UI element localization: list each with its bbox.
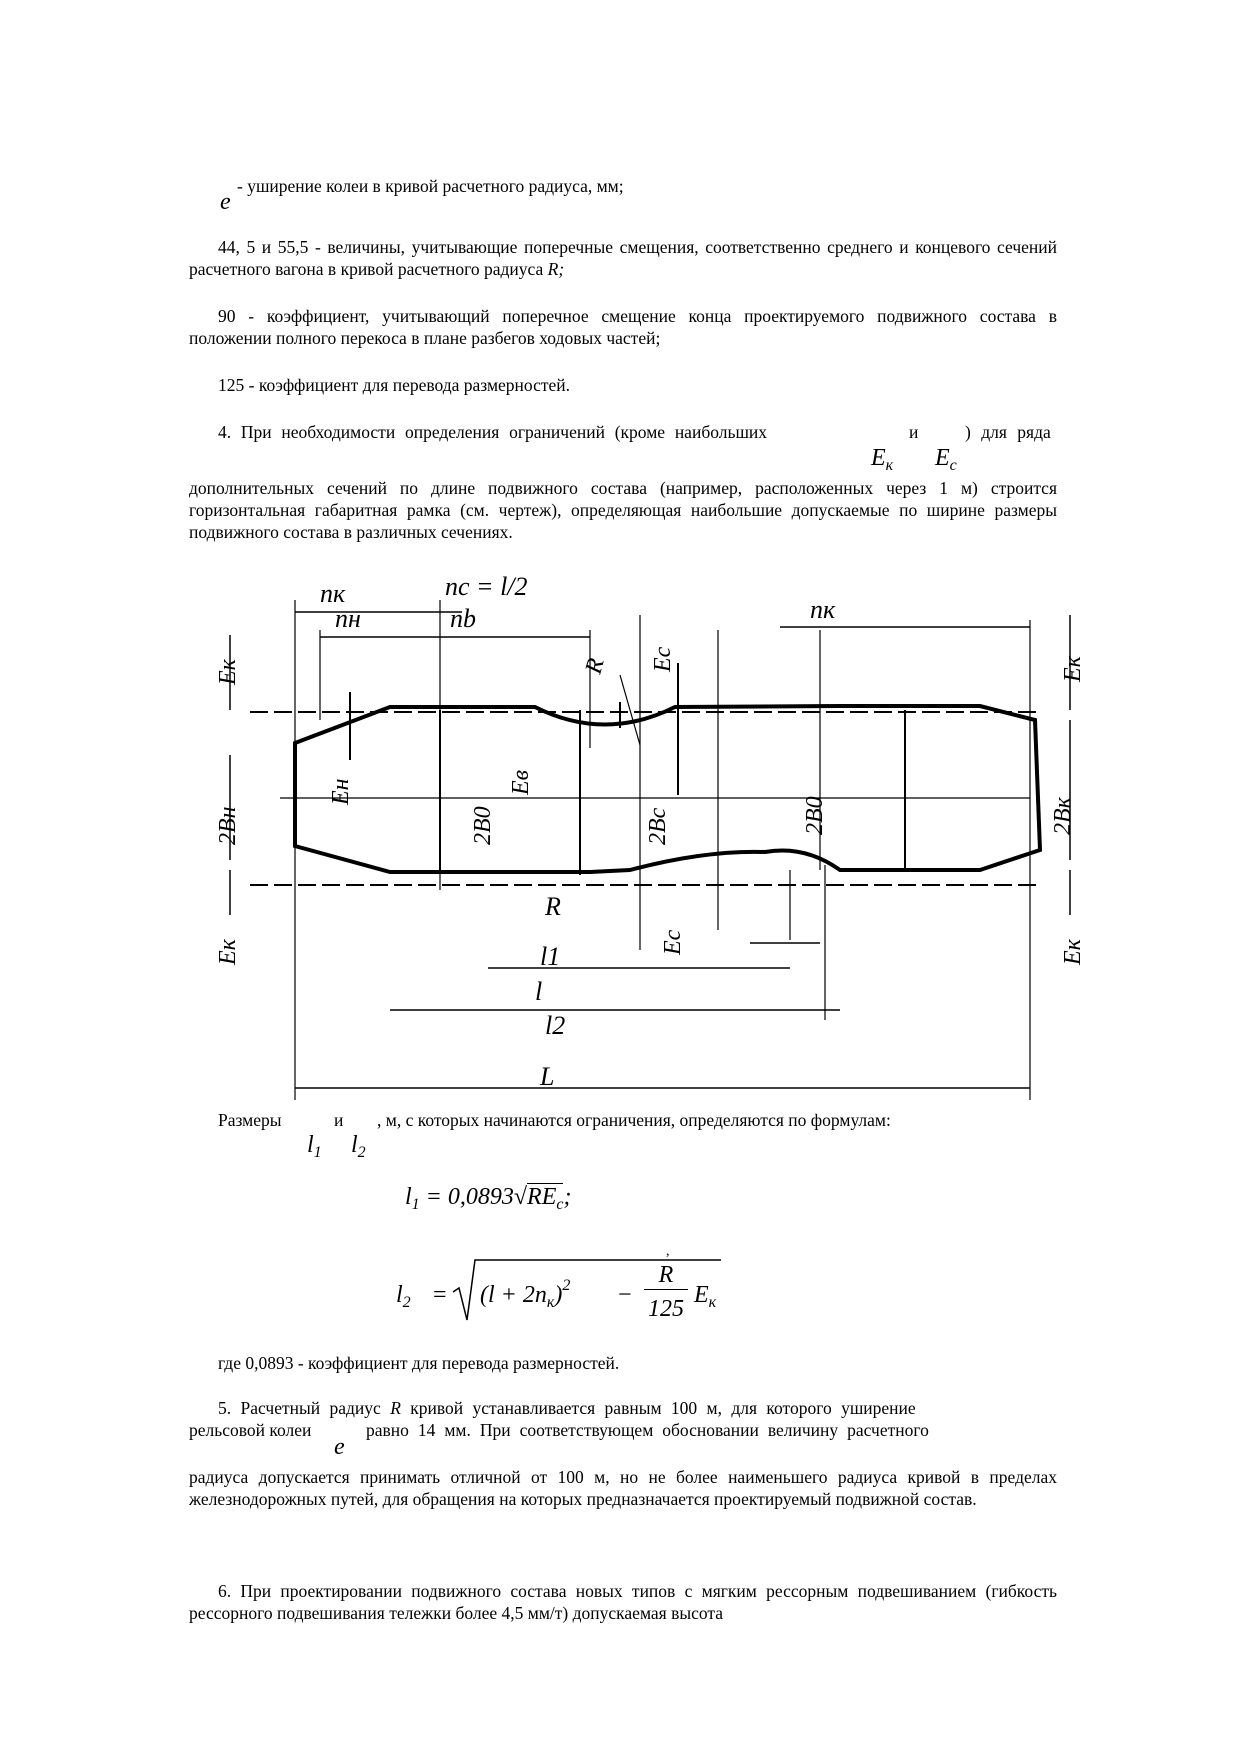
label-R-top: R bbox=[580, 655, 610, 677]
label-ec-top: Eс bbox=[650, 646, 676, 672]
symbol-ec: $E_с$ bbox=[935, 445, 957, 474]
label-L: L bbox=[540, 1062, 555, 1091]
sizes-tail: , м, с которых начинаются ограничения, определяются по формулам: bbox=[377, 1110, 891, 1130]
label-ek-top-right: Eк bbox=[1060, 656, 1086, 682]
label-nn: nн bbox=[335, 604, 361, 633]
label-2b0-right: 2B0 bbox=[802, 796, 828, 835]
label-2bk: 2Bк bbox=[1050, 797, 1076, 835]
label-l: l bbox=[535, 977, 543, 1006]
radius-symbol: R; bbox=[547, 259, 565, 279]
label-nc: nс = l/2 bbox=[445, 572, 528, 601]
label-nk-right: nк bbox=[810, 595, 836, 624]
label-ek-top-left: Eк bbox=[215, 659, 241, 685]
item4-lead: 4. При необходимости определения ограничений (кроме наибольших bbox=[218, 422, 768, 442]
label-2b0-left: 2B0 bbox=[470, 806, 496, 845]
paragraph-90: 90 - коэффициент, учитывающий поперечное смещение конца проектируемого подвижного состава в положении полного перекоса в плане разбегов ходовых частей; bbox=[189, 306, 1057, 348]
symbol-ek: $E_к$ bbox=[871, 445, 894, 474]
label-l1: l1 bbox=[540, 942, 561, 971]
item5-rest: радиуса допускается принимать отличной от 100 м, но не более наименьшего радиуса кривой в пределах железнодорожных путей, для обращения на которых предназначается проектируемый подвижной состав. bbox=[189, 1467, 1057, 1509]
item4-tail: ) для ряда bbox=[965, 422, 1051, 442]
paragraph-44-55 bbox=[189, 236, 1057, 280]
sizes-and: и bbox=[334, 1110, 344, 1130]
e-definition: - уширение колеи в кривой расчетного радиуса, мм; bbox=[237, 176, 624, 196]
item5-line1: 5. Расчетный радиус R кривой устанавливается равным 100 м, для которого уширение bbox=[218, 1398, 916, 1418]
label-l2: l2 bbox=[545, 1011, 566, 1040]
item5-line2a: рельсовой колеи bbox=[189, 1420, 312, 1440]
sizes-lead: Размеры bbox=[218, 1110, 282, 1130]
label-ek-bottom-right: Eк bbox=[1060, 939, 1086, 965]
item6: 6. При проектировании подвижного состава новых типов с мягким рессорным подвешиванием (гибкость рессорного подвешивания тележки более 4,5 мм/т) допускаемая высота bbox=[189, 1581, 1057, 1623]
paragraph-125: 125 - коэффициент для перевода размерностей. bbox=[218, 375, 571, 395]
symbol-l2: $l_2$ bbox=[351, 1132, 366, 1161]
symbol-e-2: e bbox=[334, 1434, 345, 1460]
item4-rest: дополнительных сечений по длине подвижного состава (например, расположенных через 1 м) строится горизонтальная габаритная рамка (см. чертеж), определяющая наибольшие допускаемые по ширине размеры подвижного состава в различных сечениях. bbox=[189, 478, 1057, 542]
label-2bn: 2Bн bbox=[215, 806, 241, 845]
label-nk-left: nк bbox=[320, 579, 346, 608]
paragraph-44-55-text: 44, 5 и 55,5 - величины, учитывающие поперечные смещения, соответственно среднего и концевого сечений расчетного вагона в кривой расчетного радиуса bbox=[189, 237, 1057, 279]
label-ek-bottom-left: Eк bbox=[215, 939, 241, 965]
label-R-bottom: R bbox=[545, 892, 561, 921]
frame-outline-top bbox=[295, 706, 1040, 872]
label-en: Eн bbox=[328, 778, 354, 805]
item4-and: и bbox=[909, 422, 919, 442]
symbol-e: e bbox=[220, 189, 231, 215]
label-ec-bottom: Eс bbox=[660, 929, 686, 955]
label-eb: Eв bbox=[508, 769, 534, 795]
label-2bc: 2Bс bbox=[645, 807, 671, 845]
symbol-l1: $l_1$ bbox=[307, 1132, 322, 1161]
item5-line2b: равно 14 мм. При соответствующем обосновании величину расчетного bbox=[366, 1420, 929, 1440]
where-note: где 0,0893 - коэффициент для перевода размерностей. bbox=[218, 1353, 620, 1373]
label-nb: nb bbox=[450, 604, 476, 633]
formula-l1: $l_1 = 0,0893√RE_c$; bbox=[405, 1184, 572, 1213]
gauge-frame-drawing bbox=[200, 570, 1086, 1110]
